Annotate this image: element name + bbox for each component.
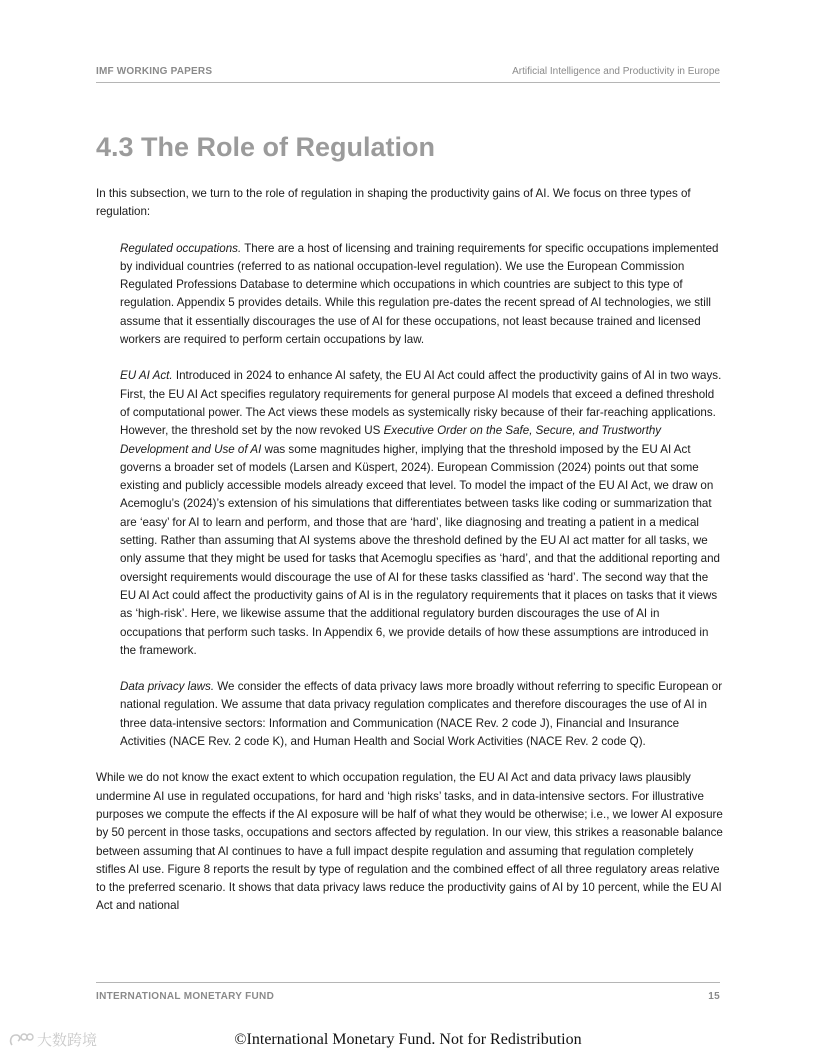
page-number: 15 <box>708 991 720 1002</box>
item-lead: Regulated occupations. <box>120 241 242 255</box>
header-series: IMF WORKING PAPERS <box>96 66 213 77</box>
section-title: 4.3 The Role of Regulation <box>96 132 436 162</box>
page-header <box>96 66 720 83</box>
body-text <box>96 185 724 916</box>
item-text: We consider the effects of data privacy laws more broadly without referring to specific European or national regulation. We assume that data privacy regulation complicates and therefore discourages the use of AI in three data-intensive sectors: Information and Communication (NACE Rev. 2 code J), Financial and Insurance Activities (NACE Rev. 2 code K), and Human Health and Social Work Activities (NACE Rev. 2 code Q). <box>120 680 723 749</box>
item-eu-ai-act <box>120 367 724 660</box>
copyright-notice: ©International Monetary Fund. Not for Redistribution <box>234 1031 582 1048</box>
item-data-privacy-laws <box>120 678 724 751</box>
item-lead: EU AI Act. <box>120 369 173 383</box>
item-text: was some magnitudes higher, implying that the threshold imposed by the EU AI Act governs a broader set of models (Larsen and Küspert, 2024). European Commission (2024) points out that some existing and publicly accessible models already exceed that level. To model the impact of the EU AI Act, we draw on Acemoglu’s (2024)’s extension of his simulations that differentiates between tasks like coding or summarization that are ‘easy’ for AI to learn and perform, and those that are ‘hard’, like diagnosing and treating a patient in a medical setting. Rather than assuming that AI systems above the threshold defined by the EU AI act matter for all tasks, we only assume that they might be used for tasks that Acemoglu specifies as ‘hard’, and that the additional reporting and oversight requirements would discourage the use of AI for these tasks classified as ‘hard’. The second way that the EU AI Act could affect the productivity gains of AI is in the regulatory requirements that it places on tasks that it views as ‘high-risk’. Here, we likewise assume that the additional regulatory burden discourages the use of AI in occupations that perform such tasks. In Appendix 6, we provide details of how these assumptions are introduced in the framework. <box>120 442 721 657</box>
item-lead: Data privacy laws. <box>120 680 215 694</box>
footer-publisher: INTERNATIONAL MONETARY FUND <box>96 991 275 1002</box>
item-regulated-occupations <box>120 240 724 350</box>
item-italic-title: Executive Order on the Safe, Secure, and Trustworthy Development and Use of AI <box>120 424 662 456</box>
intro-paragraph: In this subsection, we turn to the role of regulation in shaping the productivity gains of AI. We focus on three types of regulation: <box>96 187 691 219</box>
page-footer <box>96 982 720 1002</box>
header-paper-title: Artificial Intelligence and Productivity in Europe <box>512 66 720 77</box>
closing-paragraph: While we do not know the exact extent to which occupation regulation, the EU AI Act and data privacy laws plausibly undermine AI use in regulated occupations, for hard and ‘high risks’ tasks, and in data-intensive sectors. For illustrative purposes we compute the effects if the AI exposure will be half of what they would be otherwise; i.e., we lower AI exposure by 50 percent in those tasks, occupations and sectors affected by regulation. In our view, this strikes a reasonable balance between assuming that AI continues to have a full impact despite regulation and assuming that regulation completely stifles AI use. Figure 8 reports the result by type of regulation and the combined effect of all three regulatory areas relative to the preferred scenario. It shows that data privacy laws reduce the productivity gains of AI by 10 percent, while the EU AI Act and national <box>96 771 723 913</box>
item-text: There are a host of licensing and training requirements for specific occupations implemented by individual countries (referred to as national occupation-level regulation). We use the European Commission Regulated Professions Database to determine which occupations in which countries are subject to this type of regulation. Appendix 5 provides details. While this regulation pre-dates the recent spread of AI technologies, we still assume that it essentially discourages the use of AI for these occupations, not least because trained and licensed workers are required to perform certain occupations by law. <box>120 241 719 347</box>
item-text: Introduced in 2024 to enhance AI safety, the EU AI Act could affect the productivity gains of AI in two ways. First, the EU AI Act specifies regulatory requirements for general purpose AI models that exceed a defined threshold of computational power. The Act views these models as systemically risky because of their far-reaching applications. However, the threshold set by the now revoked US <box>120 369 722 438</box>
watermark-text: 大数跨境 <box>37 1032 98 1049</box>
